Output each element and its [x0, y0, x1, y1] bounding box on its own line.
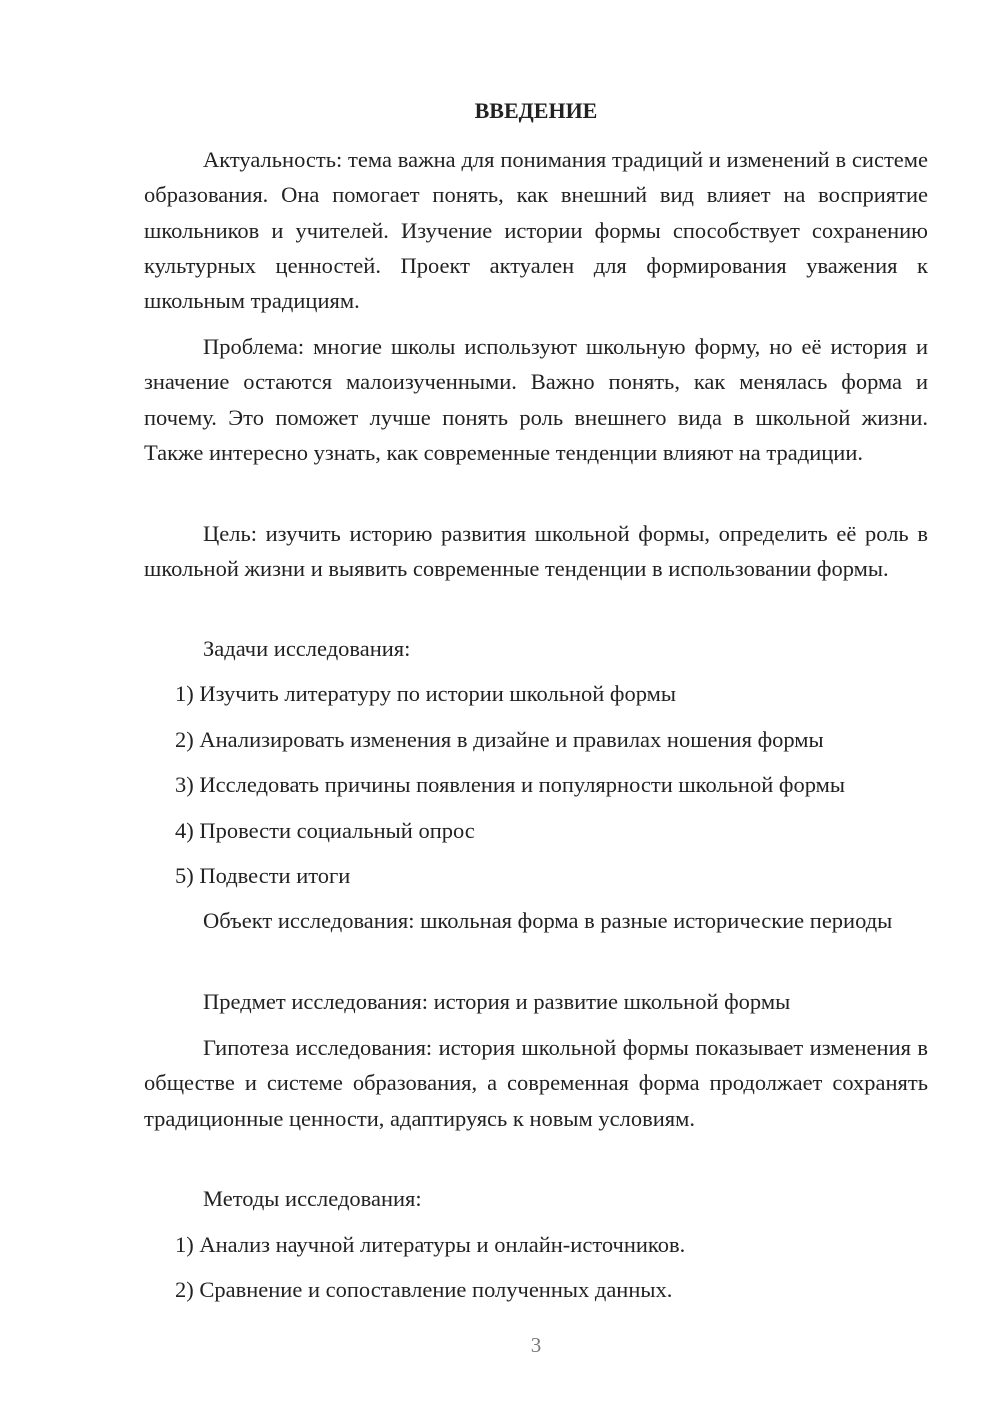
- relevance-paragraph: Актуальность: тема важна для понимания традиций и изменений в системе образования. Она помогает понять, как внешний вид влияет на восприятие школьников и учителей. Изучение истории формы способствует сохранению культурных ценностей. Проект актуален для формирования уважения к школьным традициям.: [144, 147, 928, 314]
- section-title: ВВЕДЕНИЕ: [474, 98, 598, 123]
- goal-paragraph: Цель: изучить историю развития школьной формы, определить её роль в школьной жизни и выявить современные тенденции в использовании формы.: [144, 521, 928, 582]
- subject-paragraph: Предмет исследования: история и развитие школьной формы: [203, 989, 791, 1014]
- method-item: 2) Сравнение и сопоставление полученных данных.: [175, 1277, 673, 1302]
- method-item: 1) Анализ научной литературы и онлайн-источников.: [175, 1232, 686, 1257]
- tasks-heading: Задачи исследования:: [203, 636, 411, 661]
- task-item: 2) Анализировать изменения в дизайне и правилах ношения формы: [175, 727, 824, 752]
- methods-heading: Методы исследования:: [203, 1186, 422, 1211]
- problem-paragraph: Проблема: многие школы используют школьную форму, но её история и значение остаются малоизученными. Важно понять, как менялась форма и почему. Это поможет лучше понять роль внешнего вида в школьной жизни. Также интересно узнать, как современные тенденции влияют на традиции.: [144, 334, 928, 465]
- page-number: 3: [530, 1333, 542, 1357]
- document-page: [144, 0, 928, 1414]
- task-item: 1) Изучить литературу по истории школьной формы: [175, 681, 677, 706]
- object-paragraph: Объект исследования: школьная форма в разные исторические периоды: [203, 908, 893, 933]
- task-item: 4) Провести социальный опрос: [175, 818, 475, 843]
- hypothesis-paragraph: Гипотеза исследования: история школьной формы показывает изменения в обществе и системе образования, а современная форма продолжает сохранять традиционные ценности, адаптируясь к новым условиям.: [144, 1035, 928, 1131]
- task-item: 3) Исследовать причины появления и популярности школьной формы: [175, 772, 845, 797]
- task-item: 5) Подвести итоги: [175, 863, 351, 888]
